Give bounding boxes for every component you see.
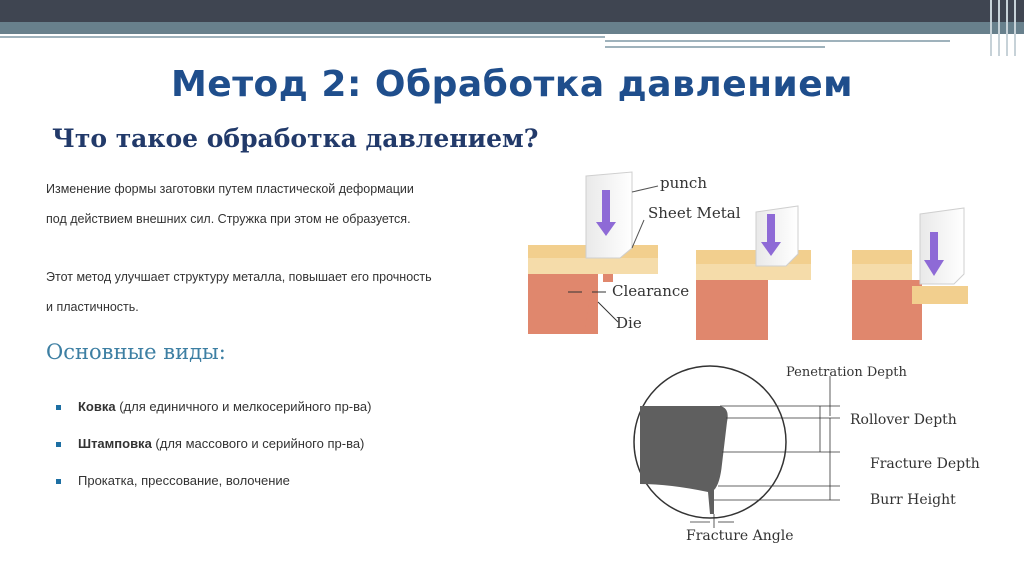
stage-2 — [696, 206, 811, 340]
paragraph-line: Этот метод улучшает структуру металла, повышает его прочность — [46, 270, 432, 284]
rollover-depth-label: Rollover Depth — [850, 412, 957, 428]
list-item — [56, 467, 371, 504]
list-item-bold: Ковка — [78, 399, 116, 414]
paragraph-line: под действием внешних сил. Стружка при этом не образуется. — [46, 212, 411, 226]
stage-3 — [852, 208, 968, 340]
sheet-metal-top — [528, 258, 658, 274]
list-item-text: (для единичного и мелкосерийного пр-ва) — [115, 399, 372, 414]
burr-height-label: Burr Height — [870, 492, 956, 508]
punch — [756, 206, 798, 266]
fracture-depth-label: Fracture Depth — [870, 456, 980, 472]
bullet-icon — [56, 479, 61, 484]
slide-subtitle: Что такое обработка давлением? — [52, 124, 539, 153]
cut-edge-diagram — [630, 356, 1002, 552]
bullet-icon — [56, 405, 61, 410]
bullet-icon — [56, 442, 61, 447]
list-item-text: (для массового и серийного пр-ва) — [151, 436, 365, 451]
sheet-metal-top — [696, 264, 811, 280]
top-bar — [0, 0, 1024, 22]
slug — [912, 286, 968, 304]
decorative-line — [605, 46, 825, 48]
die-label: Die — [616, 314, 642, 332]
sheet-metal — [852, 250, 912, 264]
sheet-metal-top — [852, 264, 912, 280]
fracture-angle-label: Fracture Angle — [686, 528, 794, 544]
list-item — [56, 393, 371, 430]
section-heading: Основные виды: — [46, 340, 226, 364]
die-block — [852, 280, 922, 340]
list-item — [56, 430, 371, 467]
sheet-metal-label: Sheet Metal — [648, 204, 741, 222]
paragraph-line: Изменение формы заготовки путем пластической деформации — [46, 182, 414, 196]
slide-title: Метод 2: Обработка давлением — [170, 64, 854, 105]
list-item-bold: Штамповка — [78, 436, 152, 451]
paragraph-line: и пластичность. — [46, 300, 139, 314]
types-list — [56, 393, 371, 504]
penetration-depth-label: Penetration Depth — [786, 365, 907, 380]
definition-paragraph — [46, 174, 506, 234]
punching-diagram — [520, 162, 980, 346]
clearance-label: Clearance — [612, 282, 690, 300]
die-block — [696, 280, 768, 340]
punch — [920, 208, 964, 284]
list-item-text: Прокатка, прессование, волочение — [78, 473, 290, 488]
top-bar-band — [0, 22, 1024, 34]
arrow-down-icon — [767, 214, 775, 244]
decorative-stripes — [984, 0, 1024, 56]
benefit-paragraph — [46, 262, 506, 322]
decorative-line — [0, 36, 605, 38]
arrow-down-icon — [930, 232, 938, 262]
decorative-line — [605, 40, 950, 42]
die-block — [603, 274, 613, 282]
punch-label: punch — [660, 174, 707, 192]
arrow-down-icon — [602, 190, 610, 224]
